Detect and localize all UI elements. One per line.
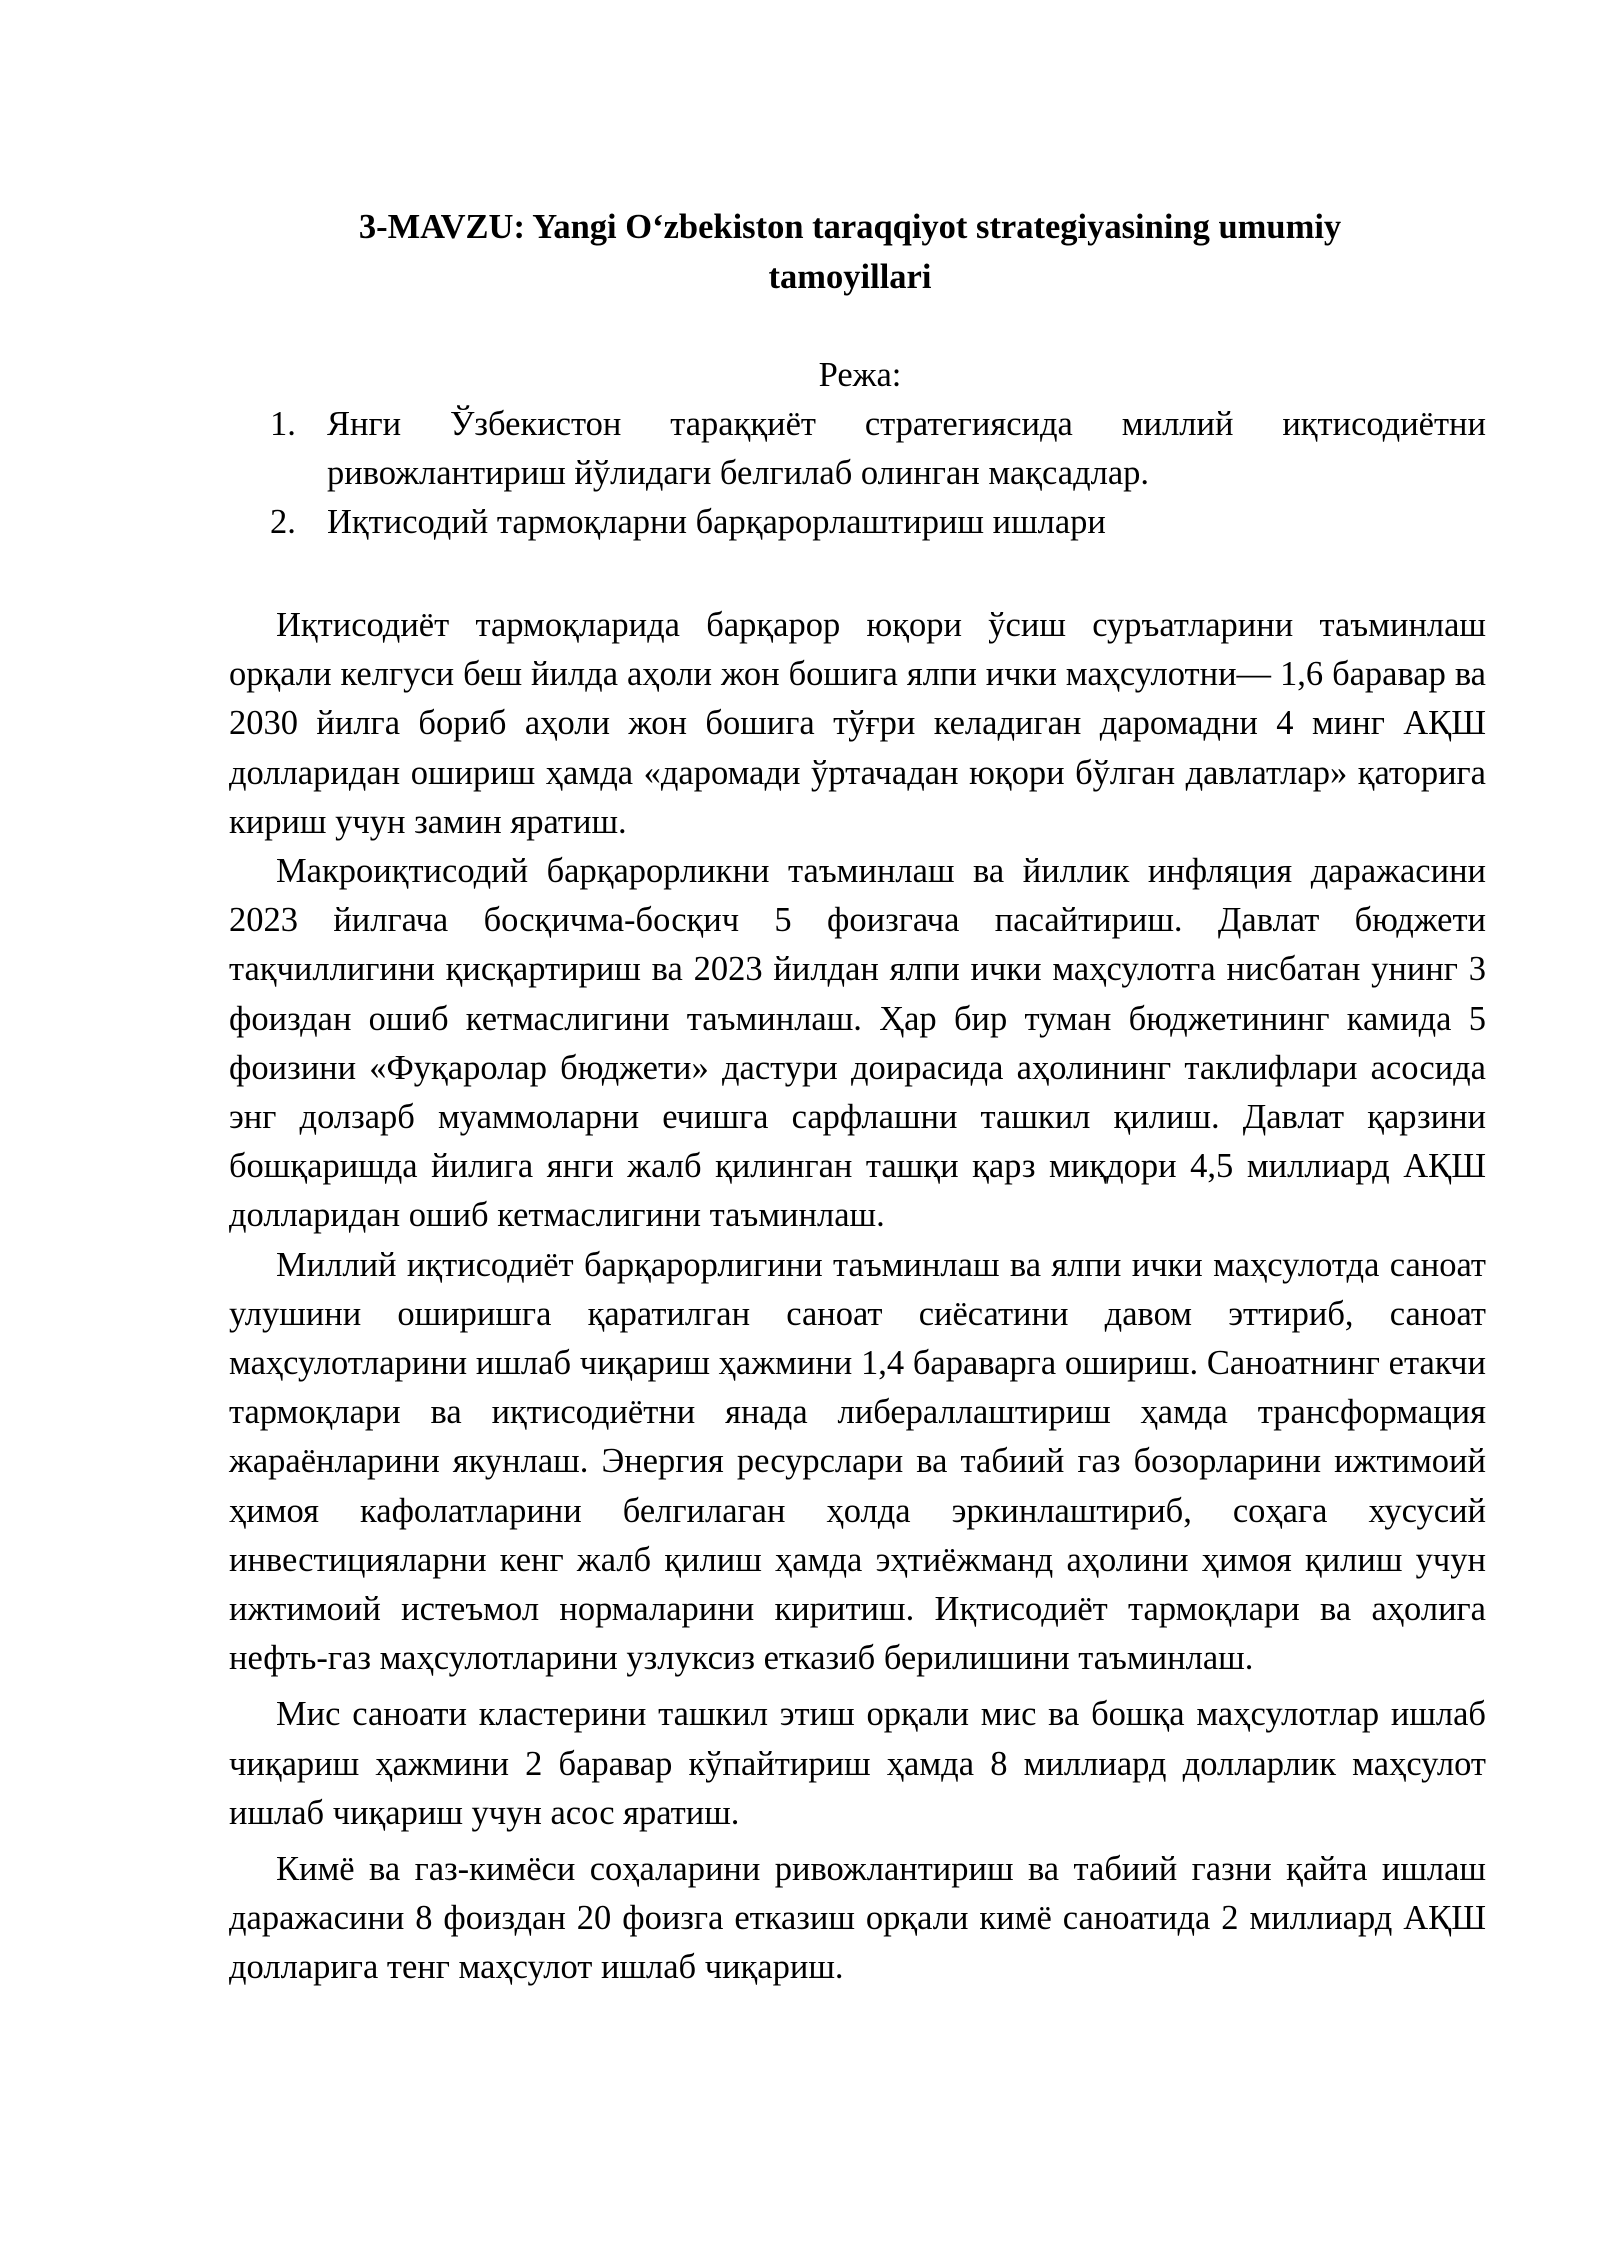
- paragraph: Миллий иқтисодиёт барқарорлигини таъминлаш ва ялпи ички маҳсулотда саноат улушини оширишга қаратилган саноат сиёсатини давом эттириб, саноат маҳсулотларини ишлаб чиқариш ҳажмини 1,4 бараварга ошириш. Саноатнинг етакчи тармоқлари ва иқтисодиётни янада либераллаштириш ҳамда трансформация жараёнларини якунлаш. Энергия ресурслари ва табиий газ бозорларини ижтимоий ҳимоя кафолатларини белгилаган ҳолда эркинлаштириб, соҳага хусусий инвестицияларни кенг жалб қилиш ҳамда эҳтиёжманд аҳолини ҳимоя қилиш учун ижтимоий истеъмол нормаларини киритиш. Иқтисодиёт тармоқлари ва аҳолига нефть-газ маҳсулотларини узлуксиз етказиб берилишини таъминлаш.: [229, 1245, 1486, 1678]
- plan-item: [270, 498, 1486, 547]
- paragraph: Кимё ва газ-кимёси соҳаларини ривожлантириш ва табиий газни қайта ишлаш даражасини 8 фоиздан 20 фоизга етказиш орқали кимё саноатида 2 миллиард АҚШ долларига тенг маҳсулот ишлаб чиқариш.: [229, 1850, 1486, 1987]
- plan-item-text: Янги Ўзбекистон тараққиёт стратегиясида миллий иқтисодиётни ривожлантириш йўлидаги белгилаб олинган мақсадлар.: [327, 405, 1486, 492]
- plan-item-number: 1.: [270, 405, 296, 443]
- paragraph: Мис саноати кластерини ташкил этиш орқали мис ва бошқа маҳсулотлар ишлаб чиқариш ҳажмини 2 баравар кўпайтириш ҳамда 8 миллиард долларлик маҳсулот ишлаб чиқариш учун асос яратиш.: [229, 1695, 1486, 1832]
- plan-item-text: Иқтисодий тармоқларни барқарорлаштириш ишлари: [327, 503, 1106, 541]
- plan-heading: Режа:: [818, 356, 902, 394]
- plan-list: [270, 400, 1486, 547]
- plan-item: [270, 400, 1486, 498]
- paragraph: Иқтисодиёт тармоқларида барқарор юқори ўсиш суръатларини таъминлаш орқали келгуси беш йилда аҳоли жон бошига ялпи ички маҳсулотни— 1,6 баравар ва 2030 йилга бориб аҳоли жон бошига тўғри келадиган даромадни 4 минг АҚШ долларидан ошириш ҳамда «даромади ўртачадан юқори бўлган давлатлар» қаторига кириш учун замин яратиш.: [229, 606, 1486, 841]
- body-text: [229, 601, 1486, 1993]
- document-title: 3-MAVZU: Yangi O‘zbekiston taraqqiyot strategiyasining umumiy tamoyillari: [358, 208, 1342, 296]
- paragraph: Макроиқтисодий барқарорликни таъминлаш ва йиллик инфляция даражасини 2023 йилгача босқичма-босқич 5 фоизгача пасайтириш. Давлат бюджети тақчиллигини қисқартириш ва 2023 йилдан ялпи ички маҳсулотга нисбатан унинг 3 фоиздан ошиб кетмаслигини таъминлаш. Ҳар бир туман бюджетининг камида 5 фоизини «Фуқаролар бюджети» дастури доирасида аҳолининг таклифлари асосида энг долзарб муаммоларни ечишга сарфлашни ташкил қилиш. Давлат қарзини бошқаришда йилига янги жалб қилинган ташқи қарз миқдори 4,5 миллиард АҚШ долларидан ошиб кетмаслигини таъминлаш.: [229, 852, 1486, 1235]
- plan-item-number: 2.: [270, 503, 296, 541]
